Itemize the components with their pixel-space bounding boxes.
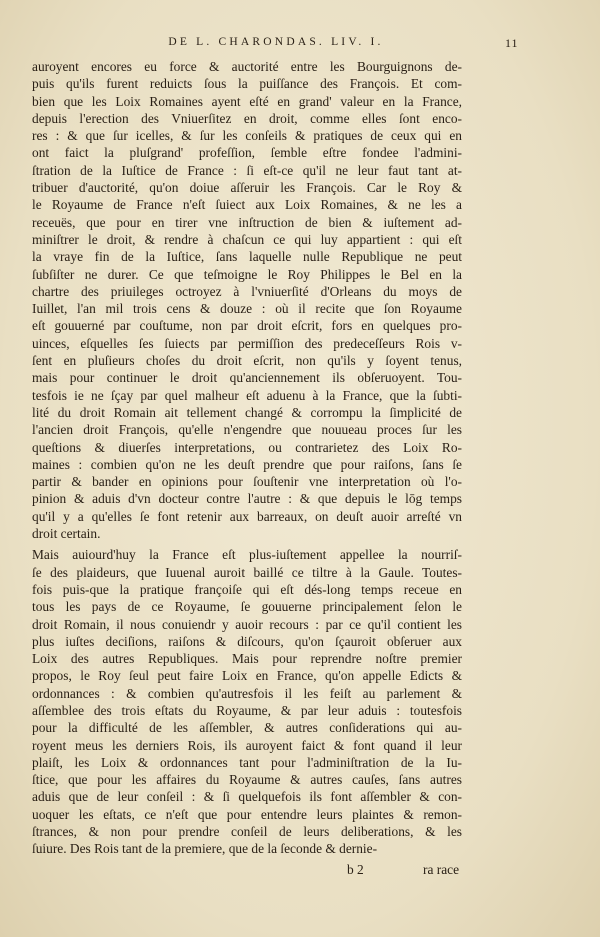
paragraph-1 bbox=[32, 58, 462, 542]
text-line: Loix des autres Republiques. Mais pour reprendre noſtre premier bbox=[32, 651, 462, 667]
text-line: le Royaume de France n'eſt ſuiect aux Loix Romaines, & ne les a bbox=[32, 197, 462, 213]
text-line: ſtice, que pour les affaires du Royaume & autres cauſes, ſans autres bbox=[32, 772, 462, 788]
text-line: depuis l'erection des Vniuerſitez en droit, comme elles ſont enco- bbox=[32, 110, 462, 126]
text-line: propos, le Roy ſeul peut faire Loix en France, qu'on appelle Edicts & bbox=[32, 668, 462, 684]
body-text bbox=[32, 58, 462, 858]
text-line: plaiſt, les Loix & ordonnances tant pour l'adminiſtration de la Iu- bbox=[32, 754, 462, 770]
text-line: tous les pays de ce Royaume, ſe gouuerne principalement ſelon le bbox=[32, 599, 462, 615]
text-line: fois puis-que la pratique françoiſe qui eſt dés-long temps receue en bbox=[32, 581, 462, 597]
text-line: tesfois ie ne ſçay par quel malheur eſt aduenu à la France, que la ſubti- bbox=[32, 387, 462, 403]
text-line: droit certain. bbox=[32, 526, 101, 542]
signature-mark: b 2 bbox=[347, 862, 364, 877]
text-line: pinion & aduis d'vn docteur contre l'autre : & que depuis le lōg temps bbox=[32, 491, 462, 507]
text-line: qu'il y a qu'elles ſe font retenir aux barreaux, on deuſt auoir arreſté vn bbox=[32, 508, 462, 524]
text-line: ſubſiſter ne durer. Ce que teſmoigne le Roy Philippes le Bel en la bbox=[32, 266, 462, 282]
text-line: Iuillet, l'an mil trois cens & douze : où il recite que ſon Royaume bbox=[32, 301, 462, 317]
text-line: ſtration de la Iuſtice de France : ſi eſt-ce qu'il ne leur faut tant at- bbox=[32, 162, 462, 178]
text-line: maines : combien qu'on ne les deuſt prendre que pour raiſons, ſans ſe bbox=[32, 456, 462, 472]
text-line: uinces, eſquelles ſes ſuiects par permiſſion des predeceſſeurs Rois v- bbox=[32, 335, 462, 351]
page-footer bbox=[32, 862, 462, 880]
text-line: Mais auiourd'huy la France eſt plus-iuſtement appellee la nourriſ- bbox=[32, 547, 462, 563]
text-line: partir & bander en opinions pour ſouſtenir vne interpretation où l'o- bbox=[32, 474, 462, 490]
text-line: ont faict la pluſgrand' profeſſion, ſemble eſtre fondee l'admini- bbox=[32, 145, 462, 161]
text-line: tribuer d'auctorité, qu'on doiue aſſeruir les François. Car le Roy & bbox=[32, 180, 462, 196]
text-line: droit Romain, il nous conuiendr y auoir recours : par ce qu'il contient les bbox=[32, 616, 462, 632]
text-line: receuës, que pour en tirer vne inſtruction de bien & iuſtement ad- bbox=[32, 214, 462, 230]
text-line: queſtions & diuerſes interpretations, ou contrarietez des Loix Ro- bbox=[32, 439, 462, 455]
text-line: uoquer les eſtats, ce n'eſt que pour entendre leurs plaintes & remon- bbox=[32, 806, 462, 822]
text-line: ſuiure. Des Rois tant de la premiere, que de la ſeconde & dernie- bbox=[32, 841, 378, 857]
text-line: ordonnances : & combien qu'autresfois il les feiſt au parlement & bbox=[32, 685, 462, 701]
text-line: ſe des plaideurs, que Iuuenal auroit baillé ce tiltre à la Gaule. Toutes- bbox=[32, 564, 462, 580]
text-line: res : & que ſur icelles, & ſur les conſeils & pratiques de ceux qui en bbox=[32, 128, 462, 144]
text-line: ſent en pluſieurs choſes du droit eſcrit, non qu'ils y ſoyent tenus, bbox=[32, 353, 462, 369]
page-number: 11 bbox=[505, 36, 519, 50]
text-line: eſt gouuerné par couſtume, non par droit eſcrit, fors en quelques pro- bbox=[32, 318, 462, 334]
text-line: la vraye fin de la Iuſtice, ſans laquelle nulle Republique ne peut bbox=[32, 249, 462, 265]
text-line: pour la difficulté de les aſſembler, & autres conſiderations qui au- bbox=[32, 720, 462, 736]
text-line: auroyent encores eu force & auctorité entre les Bourguignons de- bbox=[32, 59, 462, 74]
text-line: plus iuſtes deciſions, raiſons & diſcours, qu'on ſçauroit obſeruer aux bbox=[32, 633, 462, 649]
text-line: mais pour continuer le droit qu'anciennement ils obſeruoyent. Tou- bbox=[32, 370, 462, 386]
running-head: DE L. CHARONDAS. LIV. I. bbox=[168, 36, 384, 48]
text-line: chartre des priuileges octroyez à l'vniuerſité d'Orleans du moys de bbox=[32, 283, 462, 299]
text-line: aduis que de leur conſeil : & ſi quelquefois ils font aſſembler & con- bbox=[32, 789, 462, 805]
text-line: miniſtrer le droit, & rendre à chaſcun ce qui luy appartient : qui eſt bbox=[32, 231, 462, 247]
text-line: puis qu'ils furent reduicts ſous la puiſſance des François. Et com- bbox=[32, 76, 462, 92]
text-line: ſtrances, & non pour prendre conſeil de leurs deliberations, & les bbox=[32, 824, 462, 840]
text-line: lité du droit Romain ait tellement changé & corrompu la ſimplicité de bbox=[32, 404, 462, 420]
text-line: royent meus les derniers Rois, ils auroyent faict & font quand il leur bbox=[32, 737, 462, 753]
text-line: aſſemblee des trois eſtats du Royaume, & par leur aduis : toutesfois bbox=[32, 702, 462, 718]
catchword: ra race bbox=[423, 862, 460, 877]
paragraph-2 bbox=[32, 546, 462, 857]
text-line: bien que les Loix Romaines ayent eſté en grand' valeur en la France, bbox=[32, 93, 462, 109]
text-line: l'ancien droit François, qu'elle n'engendre que nouueau proces ſur les bbox=[32, 422, 462, 438]
